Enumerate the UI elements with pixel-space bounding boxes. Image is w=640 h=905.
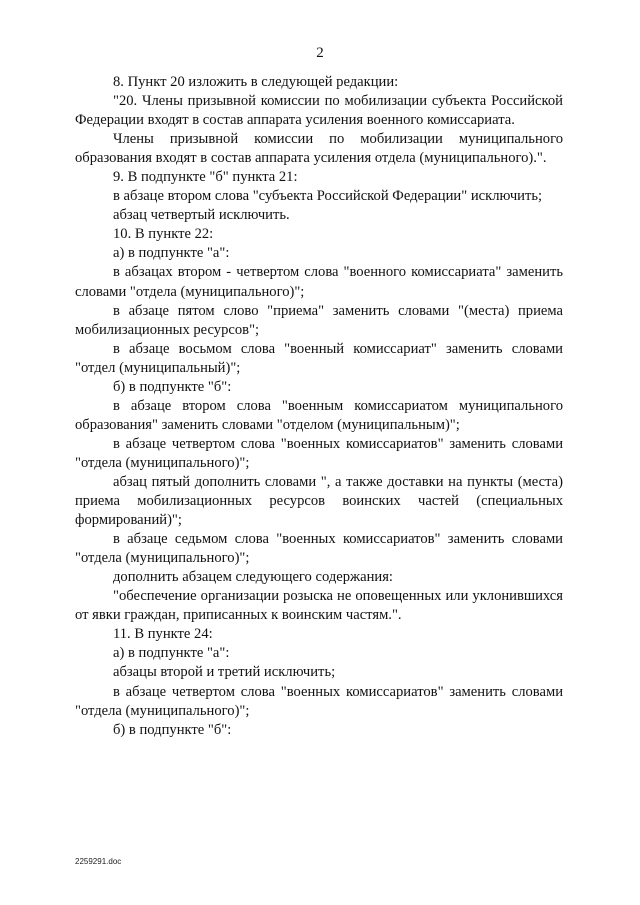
paragraph: б) в подпункте "б":	[113, 378, 232, 395]
page-number: 2	[316, 45, 324, 61]
document-body	[75, 73, 563, 740]
document-file-code: 2259291.doc	[75, 857, 122, 866]
paragraph: в абзаце четвертом слова "военных комиссариатов" заменить словами "отдела (муниципального)";	[75, 435, 563, 471]
paragraph: дополнить абзацем следующего содержания:	[113, 569, 393, 586]
paragraph: 8. Пункт 20 изложить в следующей редакции:	[113, 74, 399, 90]
paragraph: абзац четвертый исключить.	[113, 207, 290, 224]
paragraph: 11. В пункте 24:	[113, 626, 213, 643]
paragraph: Члены призывной комиссии по мобилизации муниципального образования входят в состав аппарата усиления отдела (муниципального).".	[75, 131, 563, 167]
paragraph: в абзаце втором слова "военным комиссариатом муниципального образования" заменить словами "отделом (муниципальным)";	[75, 397, 563, 433]
paragraph: в абзаце пятом слово "приема" заменить словами "(места) приема мобилизационных ресурсов";	[75, 302, 563, 338]
paragraph: "20. Члены призывной комиссии по мобилизации субъекта Российской Федерации входят в состав аппарата усиления военного комиссариата.	[75, 93, 563, 129]
paragraph: абзац пятый дополнить словами ", а также доставки на пункты (места) приема мобилизационных ресурсов воинских частей (специальных формирований)";	[75, 473, 563, 529]
paragraph: 9. В подпункте "б" пункта 21:	[113, 169, 298, 186]
paragraph: а) в подпункте "а":	[113, 645, 230, 662]
paragraph: в абзаце втором слова "субъекта Российской Федерации" исключить;	[113, 188, 543, 205]
paragraph: б) в подпункте "б":	[113, 721, 232, 738]
paragraph: в абзацах втором - четвертом слова "военного комиссариата" заменить словами "отдела (муниципального)";	[75, 264, 563, 300]
paragraph: "обеспечение организации розыска не оповещенных или уклонившихся от явки граждан, приписанных к воинским частям.".	[75, 588, 563, 624]
paragraph: в абзаце четвертом слова "военных комиссариатов" заменить словами "отдела (муниципального)";	[75, 683, 563, 719]
paragraph: в абзаце седьмом слова "военных комиссариатов" заменить словами "отдела (муниципального)";	[75, 531, 563, 567]
paragraph: 10. В пункте 22:	[113, 226, 214, 243]
paragraph: в абзаце восьмом слова "военный комиссариат" заменить словами "отдел (муниципальный)";	[75, 340, 563, 376]
paragraph: а) в подпункте "а":	[113, 245, 230, 262]
paragraph: абзацы второй и третий исключить;	[113, 664, 336, 681]
